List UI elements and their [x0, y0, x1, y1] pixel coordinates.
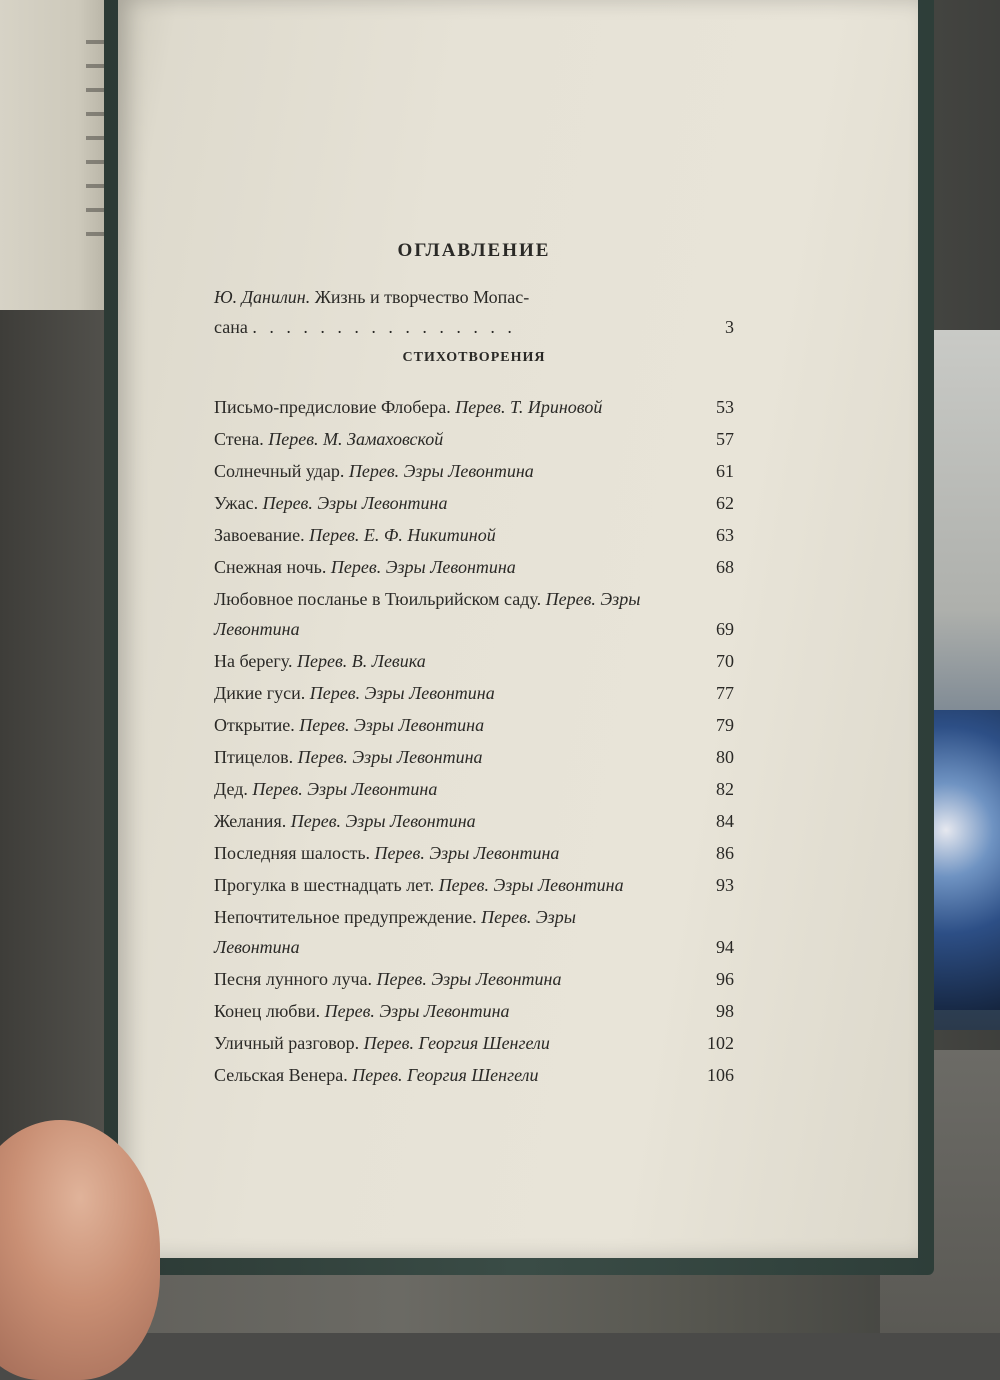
toc-entry-title: Ужас. — [214, 493, 263, 513]
toc-entry-title: Открытие. — [214, 715, 300, 735]
toc-title: ОГЛАВЛЕНИЕ — [397, 240, 551, 261]
toc-entry-translator: Перев. Георгия Шенгели — [352, 1065, 539, 1085]
toc-entry-translator: Перев. Эзры Левонтина — [374, 843, 560, 863]
toc-entry — [214, 870, 734, 900]
toc-entry-title: Прогулка в шестнадцать лет. — [214, 875, 439, 895]
toc-page-number: 77 — [716, 683, 734, 703]
toc-entry — [214, 456, 734, 486]
toc-entry-translator: Перев. М. Замаховской — [268, 429, 444, 449]
table-of-contents — [214, 240, 734, 1092]
toc-entry — [214, 996, 734, 1026]
toc-entry — [214, 584, 734, 644]
toc-entry-title: Последняя шалость. — [214, 843, 375, 863]
toc-entry — [214, 742, 734, 772]
toc-entry — [214, 1060, 734, 1090]
book-page — [118, 0, 918, 1258]
toc-entry — [214, 488, 734, 518]
toc-entry — [214, 424, 734, 454]
toc-entry-translator: Перев. Т. Ириновой — [455, 397, 603, 417]
left-page — [0, 0, 112, 310]
toc-entry-translator: Перев. Эзры Левонтина — [262, 493, 448, 513]
toc-page-number: 98 — [716, 1001, 734, 1021]
toc-entry-title: Солнечный удар. — [214, 461, 349, 481]
toc-entry-translator: Перев. Эзры Левонтина — [376, 969, 562, 989]
toc-entry-title: Дед. — [214, 779, 253, 799]
toc-entry-title: Уличный разговор. — [214, 1033, 364, 1053]
toc-entry — [214, 838, 734, 868]
toc-page-number: 96 — [716, 969, 734, 989]
toc-page-number: 53 — [716, 397, 734, 417]
toc-page-number: 62 — [716, 493, 734, 513]
toc-intro-author: Ю. Данилин. — [214, 287, 311, 307]
toc-entry-title: Стена. — [214, 429, 269, 449]
toc-page-number: 63 — [716, 525, 734, 545]
toc-entry-translator: Перев. Эзры Левонтина — [438, 875, 624, 895]
toc-entry-translator: Перев. Е. Ф. Никитиной — [309, 525, 496, 545]
toc-entry-title: Любовное посланье в Тюильрийском саду. — [214, 589, 546, 609]
toc-entry — [214, 552, 734, 582]
toc-entry-translator: Перев. Эзры Левонтина — [252, 779, 438, 799]
toc-entry — [214, 806, 734, 836]
toc-entry-translator: Перев. Эзры Левонтина — [214, 907, 576, 957]
toc-page-number: 79 — [716, 715, 734, 735]
toc-entry-title: Дикие гуси. — [214, 683, 310, 703]
toc-page-number: 93 — [716, 875, 734, 895]
toc-entry — [214, 392, 734, 422]
toc-entry-title: Желания. — [214, 811, 291, 831]
toc-leader: . . . . . . . . . . . . . . . . — [252, 317, 516, 337]
toc-entry-title: Конец любви. — [214, 1001, 325, 1021]
toc-entry-title: Птицелов. — [214, 747, 298, 767]
toc-entry — [214, 774, 734, 804]
toc-entry-translator: Перев. Эзры Левонтина — [324, 1001, 510, 1021]
toc-entry — [214, 646, 734, 676]
toc-page-number: 106 — [707, 1065, 734, 1085]
toc-entry — [214, 710, 734, 740]
toc-page-number: 86 — [716, 843, 734, 863]
toc-entry-title: Завоевание. — [214, 525, 310, 545]
toc-entry-title: Снежная ночь. — [214, 557, 331, 577]
toc-entry-title: Письмо-предисловие Флобера. — [214, 397, 456, 417]
toc-entry-title: Песня лунного луча. — [214, 969, 377, 989]
toc-entry-translator: Перев. Эзры Левонтина — [297, 747, 483, 767]
toc-page-number: 69 — [716, 619, 734, 639]
toc-intro-text-line1: Жизнь и творчество Мопас- — [314, 287, 530, 307]
toc-page-number: 94 — [716, 937, 734, 957]
toc-entry-title: Сельская Венера. — [214, 1065, 353, 1085]
toc-entry-translator: Перев. Георгия Шенгели — [363, 1033, 550, 1053]
toc-entry — [214, 964, 734, 994]
toc-entry-translator: Перев. Эзры Левонтина — [214, 589, 641, 639]
toc-entry-translator: Перев. Эзры Левонтина — [290, 811, 476, 831]
toc-entry-translator: Перев. Эзры Левонтина — [309, 683, 495, 703]
toc-entry-translator: Перев. Эзры Левонтина — [330, 557, 516, 577]
toc-entry — [214, 902, 734, 962]
toc-page-number: 84 — [716, 811, 734, 831]
toc-entry — [214, 520, 734, 550]
toc-entries — [214, 392, 734, 1090]
toc-intro-entry — [214, 282, 734, 342]
toc-entry-title: Непочтительное предупреждение. — [214, 907, 482, 927]
left-page-text-fragments — [86, 40, 106, 250]
toc-entry-translator: Перев. В. Левика — [296, 651, 426, 671]
toc-entry-translator: Перев. Эзры Левонтина — [348, 461, 534, 481]
toc-entry-title: На берегу. — [214, 651, 297, 671]
toc-entry — [214, 678, 734, 708]
toc-entry-translator: Перев. Эзры Левонтина — [299, 715, 485, 735]
toc-entry — [214, 1028, 734, 1058]
toc-section-title: СТИХОТВОРЕНИЯ — [402, 350, 546, 365]
toc-page-number: 102 — [707, 1033, 734, 1053]
toc-page-number: 3 — [725, 317, 734, 337]
toc-page-number: 61 — [716, 461, 734, 481]
toc-page-number: 68 — [716, 557, 734, 577]
toc-intro-text-line2: сана — [214, 317, 248, 337]
toc-page-number: 82 — [716, 779, 734, 799]
toc-page-number: 70 — [716, 651, 734, 671]
toc-page-number: 80 — [716, 747, 734, 767]
toc-page-number: 57 — [716, 429, 734, 449]
